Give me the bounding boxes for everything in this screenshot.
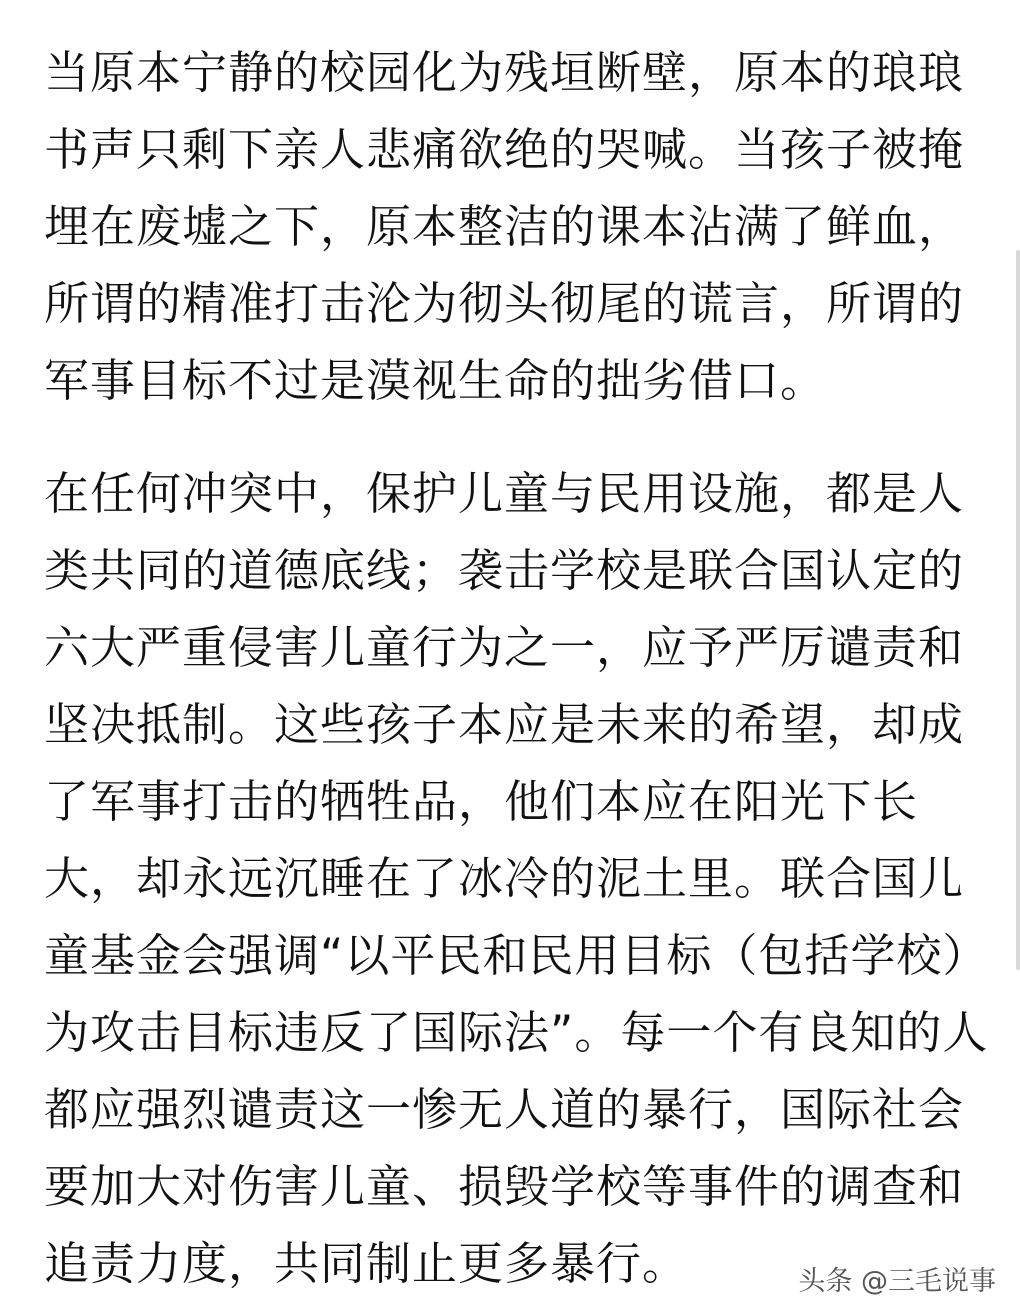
paragraph-line: 追责力度，共同制止更多暴行。	[44, 1237, 689, 1290]
paragraph-line: 要加大对伤害儿童、损毁学校等事件的调查和	[44, 1160, 965, 1213]
paragraph-2	[44, 455, 989, 1302]
paragraph-line: 书声只剩下亲人悲痛欲绝的哭喊。当孩子被掩	[44, 123, 965, 176]
paragraph-1	[44, 34, 982, 419]
article-body	[44, 34, 989, 1302]
paragraph-line: 为攻击目标违反了国际法”。每一个有良知的人	[44, 1006, 989, 1059]
paragraph-line: 类共同的道德底线；袭击学校是联合国认定的	[44, 544, 965, 597]
paragraph-line: 埋在废墟之下，原本整洁的课本沾满了鲜血，	[44, 200, 965, 253]
paragraph-line: 军事目标不过是漠视生命的拙劣借口。	[44, 354, 827, 407]
paragraph-line: 坚决抵制。这些孩子本应是未来的希望，却成	[44, 698, 965, 751]
source-watermark: 头条 @三毛说事	[798, 1266, 996, 1297]
paragraph-line: 了军事打击的牺牲品，他们本应在阳光下长	[44, 775, 919, 828]
paragraph-line: 所谓的精准打击沦为彻头彻尾的谎言，所谓的	[44, 277, 965, 330]
paragraph-line: 六大严重侵害儿童行为之一，应予严厉谴责和	[44, 621, 965, 674]
paragraph-spacer	[44, 419, 982, 455]
paragraph-line: 当原本宁静的校园化为残垣断壁，原本的琅琅	[44, 46, 965, 99]
scrollbar[interactable]	[1016, 250, 1020, 970]
paragraph-line: 都应强烈谴责这一惨无人道的暴行，国际社会	[44, 1083, 965, 1136]
paragraph-line: 童基金会强调“以平民和民用目标（包括学校）	[44, 929, 989, 982]
paragraph-line: 大，却永远沉睡在了冰冷的泥土里。联合国儿	[44, 852, 965, 905]
paragraph-line: 在任何冲突中，保护儿童与民用设施，都是人	[44, 467, 965, 520]
